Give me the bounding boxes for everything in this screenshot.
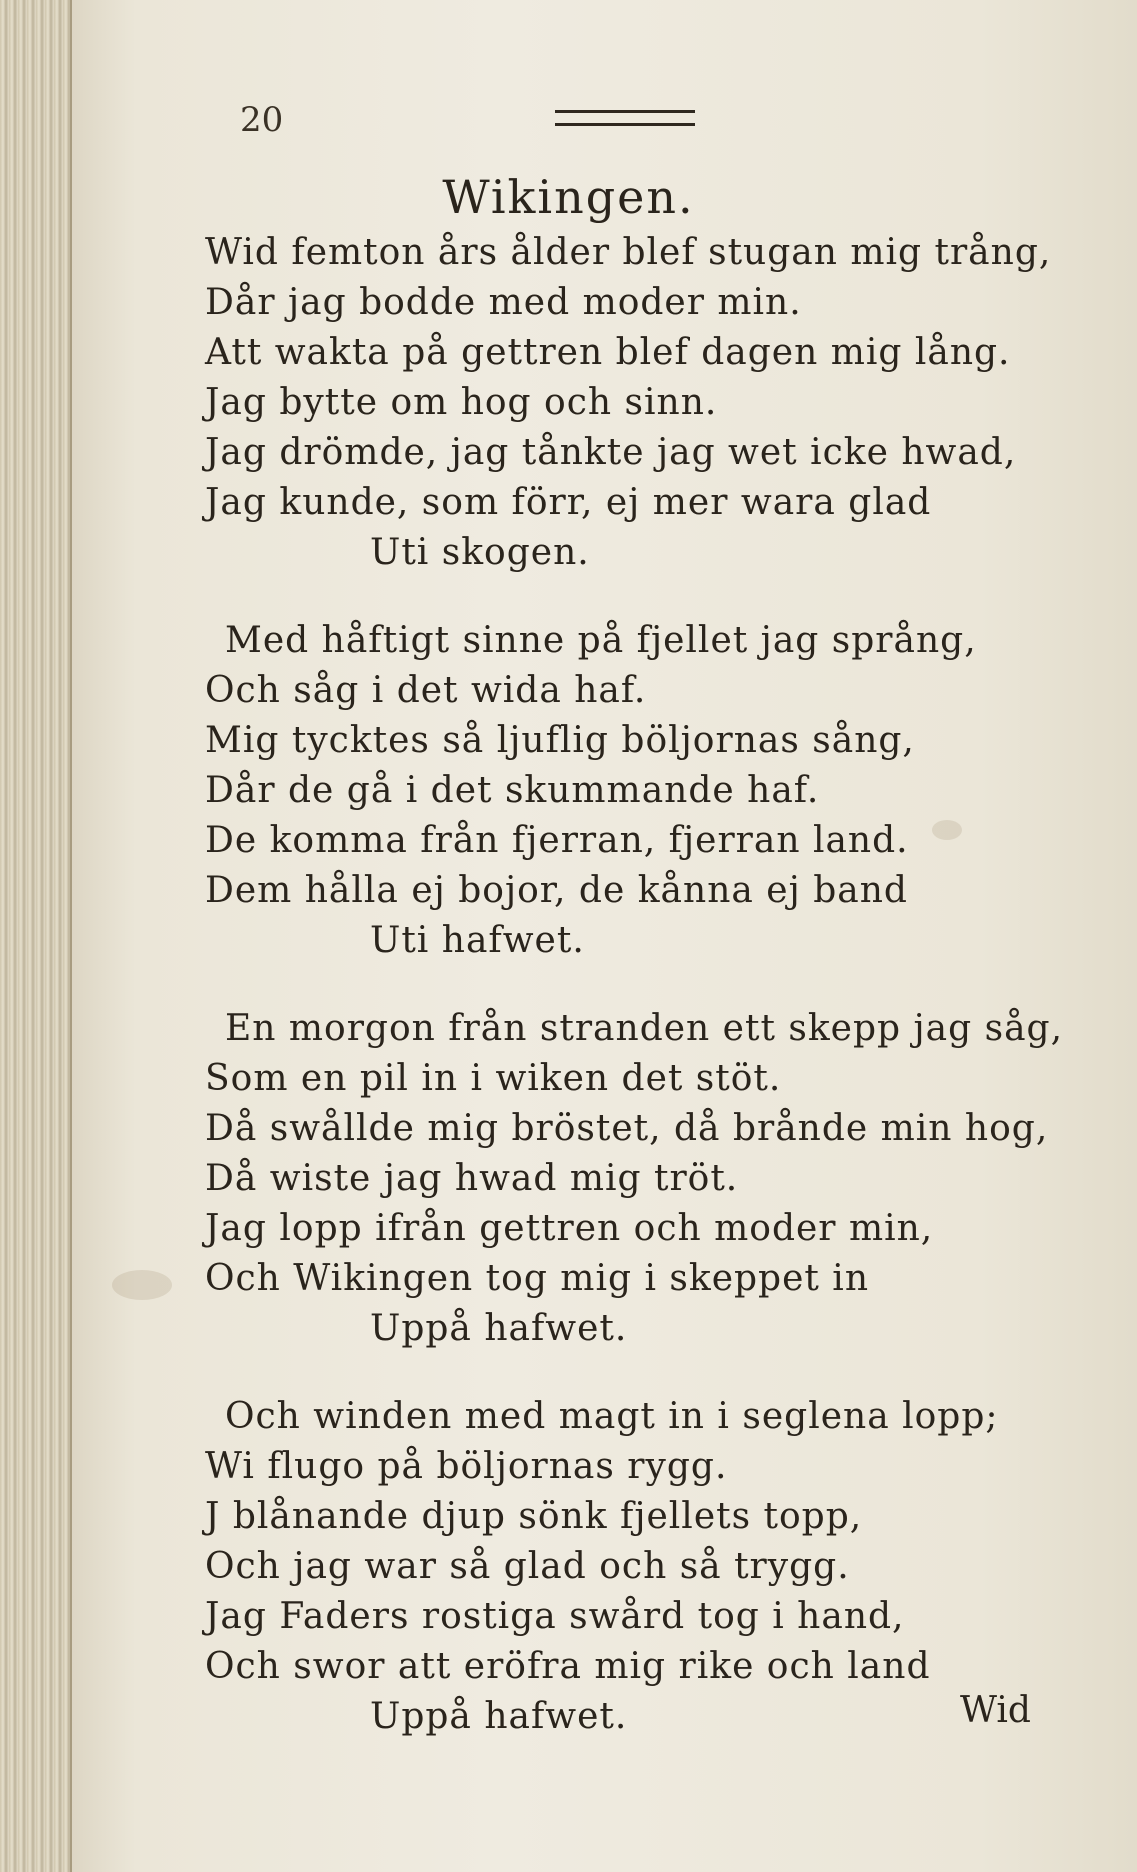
poem-line: Jag lopp ifrån gettren och moder min,: [205, 1208, 934, 1249]
poem-line: J blånande djup sönk fjellets topp,: [205, 1496, 863, 1537]
paper-stain: [112, 1270, 172, 1300]
header-ornament-rule: [555, 110, 695, 126]
poem-line: Jag drömde, jag tånkte jag wet icke hwad,: [205, 432, 1017, 473]
poem-line: Då swållde mig bröstet, då brånde min hog,: [205, 1108, 1049, 1149]
stanza-3: [205, 1004, 1085, 1354]
poem-line: Jag kunde, som förr, ej mer wara glad: [205, 482, 932, 523]
poem-line: Dår de gå i det skummande haf.: [205, 770, 820, 811]
poem-title: Wikingen.: [442, 170, 695, 224]
stanza-2: [205, 616, 1085, 966]
poem-line: Och swor att eröfra mig rike och land: [205, 1646, 931, 1687]
poem-line: Och Wikingen tog mig i skeppet in: [205, 1258, 870, 1299]
stanza-refrain: Uti skogen.: [370, 532, 590, 573]
page-header: [240, 100, 710, 140]
stanza-4: [205, 1392, 1085, 1742]
book-page-edges: [0, 0, 72, 1872]
poem-line: Som en pil in i wiken det stöt.: [205, 1058, 782, 1099]
poem-line: Wi flugo på böljornas rygg.: [205, 1446, 728, 1487]
poem-line: Wid femton års ålder blef stugan mig trång,: [205, 232, 1052, 273]
poem-line: Då wiste jag hwad mig tröt.: [205, 1158, 739, 1199]
page-number: 20: [240, 100, 284, 140]
poem-body: [205, 228, 1085, 1780]
stanza-refrain: Uti hafwet.: [370, 920, 585, 961]
poem-line: Jag bytte om hog och sinn.: [205, 382, 718, 423]
poem-line: Och winden med magt in i seglena lopp;: [225, 1396, 999, 1437]
stanza-refrain: Uppå hafwet.: [370, 1308, 628, 1349]
poem-line: En morgon från stranden ett skepp jag såg,: [225, 1008, 1064, 1049]
poem-line: Dem hålla ej bojor, de kånna ej band: [205, 870, 908, 911]
poem-line: Dår jag bodde med moder min.: [205, 282, 802, 323]
stanza-refrain: Uppå hafwet.: [370, 1696, 628, 1737]
poem-line: Med håftigt sinne på fjellet jag språng,: [225, 620, 977, 661]
poem-line: Jag Faders rostiga swård tog i hand,: [205, 1596, 905, 1637]
poem-line: Att wakta på gettren blef dagen mig lång.: [205, 332, 1011, 373]
poem-line: De komma från fjerran, fjerran land.: [205, 820, 909, 861]
poem-line: Och såg i det wida haf.: [205, 670, 647, 711]
catchword: Wid: [960, 1690, 1031, 1731]
poem-line: Mig tycktes så ljuflig böljornas sång,: [205, 720, 915, 761]
poem-line: Och jag war så glad och så trygg.: [205, 1546, 850, 1587]
stanza-1: [205, 228, 1085, 578]
